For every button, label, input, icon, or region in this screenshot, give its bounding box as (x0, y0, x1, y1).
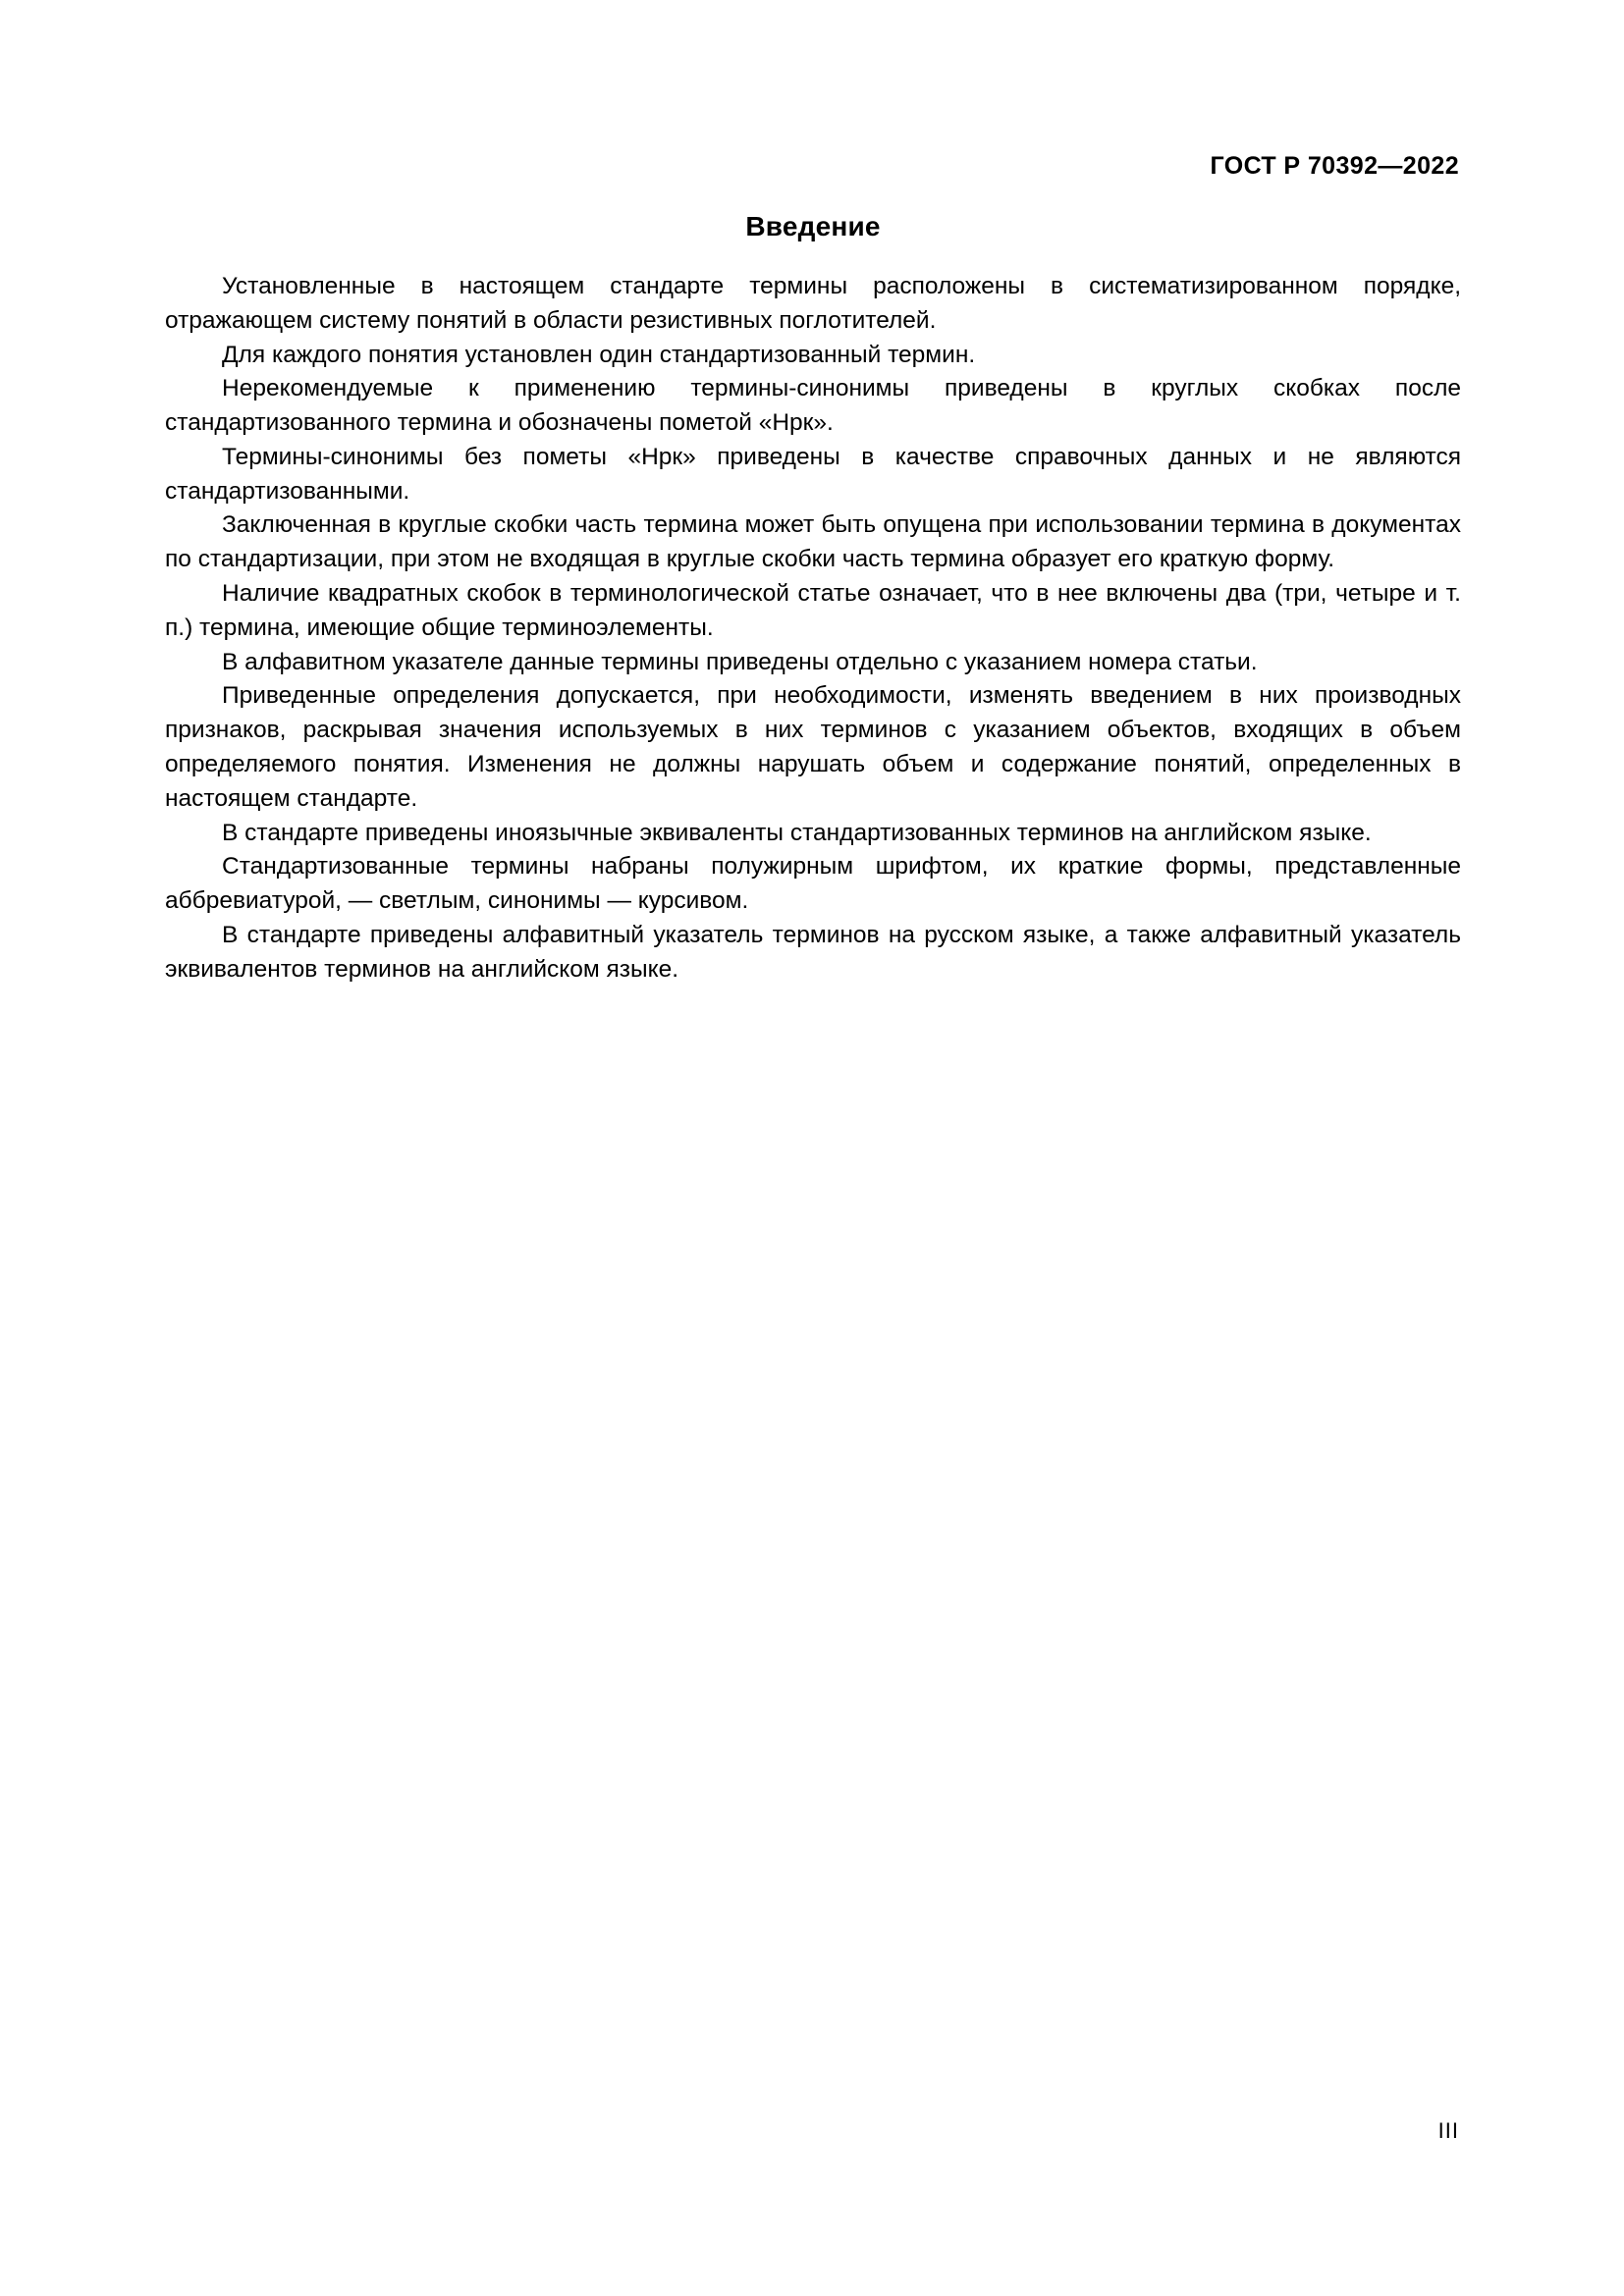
paragraph: Термины-синонимы без пометы «Нрк» приведены в качестве справочных данных и не являются стандартизованными. (165, 443, 1461, 505)
paragraph: Установленные в настоящем стандарте термины расположены в систематизированном порядке, отражающем систему понятий в области резистивных поглотителей. (165, 273, 1461, 334)
page-title: Введение (745, 211, 881, 241)
paragraph: В алфавитном указателе данные термины приведены отдельно с указанием номера статьи. (222, 648, 1258, 675)
paragraph: В стандарте приведены алфавитный указатель терминов на русском языке, а также алфавитный указатель эквивалентов терминов на английском языке. (165, 921, 1461, 983)
document-body (165, 211, 1461, 987)
paragraph: Нерекомендуемые к применению термины-синонимы приведены в круглых скобках после стандартизованного термина и обозначены пометой «Нрк». (165, 375, 1461, 437)
page-number: III (1437, 2118, 1459, 2143)
paragraph: Приведенные определения допускается, при необходимости, изменять введением в них производных признаков, раскрывая значения используемых в них терминов с указанием объектов, входящих в объем определяемого понятия. Изменения не должны нарушать объем и содержание понятий, определенных в настоящем стандарте. (165, 682, 1461, 812)
paragraph: Заключенная в круглые скобки часть термина может быть опущена при использовании термина в документах по стандартизации, при этом не входящая в круглые скобки часть термина образует его краткую форму. (165, 511, 1461, 573)
standard-code-header: ГОСТ Р 70392—2022 (1210, 152, 1459, 180)
paragraph: Наличие квадратных скобок в терминологической статье означает, что в нее включены два (три, четыре и т. п.) термина, имеющие общие терминоэлементы. (165, 580, 1461, 641)
paragraph: В стандарте приведены иноязычные эквиваленты стандартизованных терминов на английском языке. (222, 819, 1372, 846)
paragraph: Стандартизованные термины набраны полужирным шрифтом, их краткие формы, представленные аббревиатурой, — светлым, синонимы — курсивом. (165, 853, 1461, 915)
paragraph: Для каждого понятия установлен один стандартизованный термин. (222, 341, 976, 368)
